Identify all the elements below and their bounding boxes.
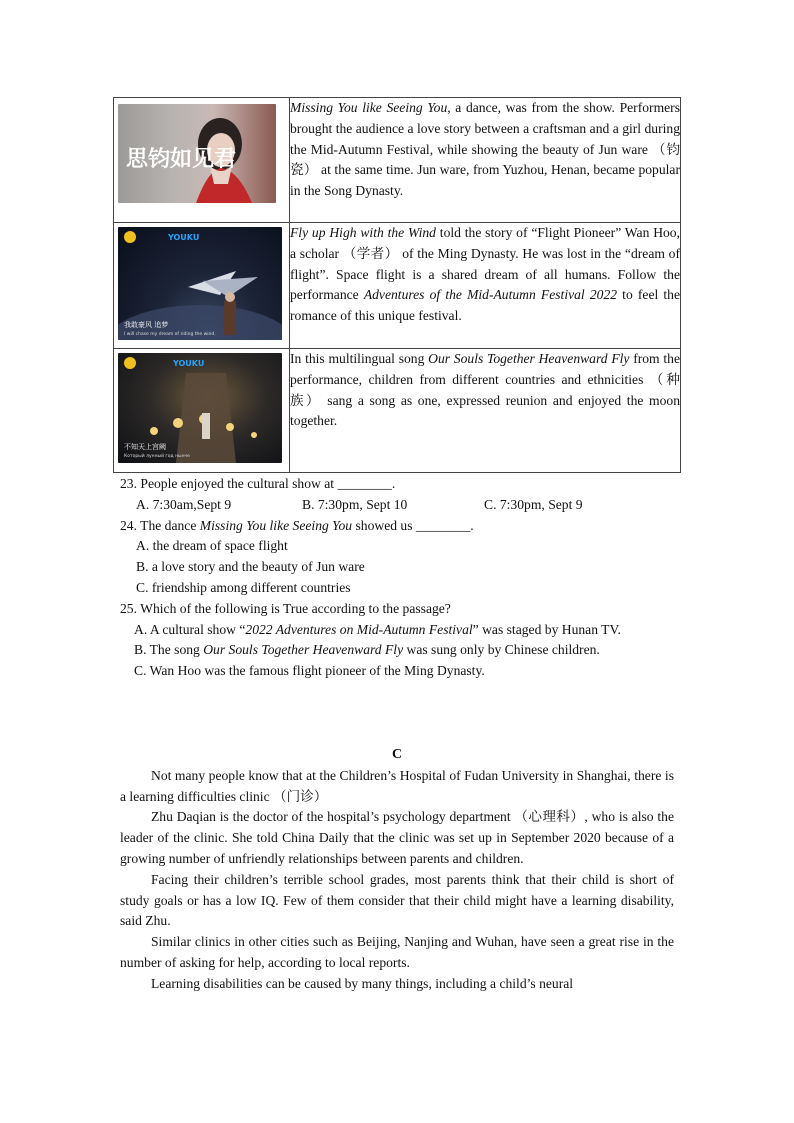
song-photo-subcaption: Который лунный год нынче xyxy=(124,454,190,459)
dance-performer-photo xyxy=(118,104,276,203)
row-description xyxy=(290,223,680,327)
question-23 xyxy=(120,474,674,495)
question-25 xyxy=(120,599,674,620)
section-c xyxy=(120,745,674,995)
option-a: A. 7:30am,Sept 9 xyxy=(136,496,232,512)
text-run: ” was staged by Hunan TV. xyxy=(472,621,621,637)
text-run: C. friendship among different countries xyxy=(136,579,351,595)
paragraph: Facing their children’s terrible school grades, most parents think that their child is short of study goals or has a low IQ. Few of them consider that their child might have a learning disability, said Zhu. xyxy=(120,871,674,929)
text-run: B. a love story and the beauty of Jun ware xyxy=(136,559,365,575)
option-a xyxy=(120,536,674,557)
title-text: Our Souls Together Heavenward Fly xyxy=(428,351,630,366)
title-text: Adventures of the Mid-Autumn Festival 2022 xyxy=(363,287,618,303)
section-heading: C xyxy=(391,747,403,762)
flight-photo-caption: 我敢豪风 追梦 xyxy=(124,321,169,329)
paragraph: Learning disabilities can be caused by many things, including a child’s neural xyxy=(151,975,574,991)
paragraph: Similar clinics in other cities such as Beijing, Nanjing and Wuhan, have seen a great rise in the number of asking for help, according to local reports. xyxy=(120,934,674,970)
option-a xyxy=(120,620,674,641)
text-run: , a dance, was from the show. Performers brought the audience a love story between a craftsman and a girl during the Mid-Autumn Festival, while showing the beauty of Jun ware （钧瓷） at the same time. Jun ware, from Yuzhou, Henan, became popular in the Song Dynasty. xyxy=(290,100,680,199)
song-photo-art xyxy=(118,353,282,463)
text-run: C. Wan Hoo was the famous flight pioneer of the Ming Dynasty. xyxy=(134,663,485,679)
paragraph: Not many people know that at the Children’s Hospital of Fudan University in Shanghai, there is a learning difficulties clinic （门诊） xyxy=(120,767,674,804)
option-b: B. 7:30pm, Sept 10 xyxy=(302,496,408,512)
song-photo-caption: 不知天上宫阙 xyxy=(124,443,166,451)
title-text: Missing You like Seeing You xyxy=(290,100,448,115)
dance-photo-art xyxy=(118,104,276,203)
text-run: told the story of “Flight Pioneer” Wan Hoo, a scholar （学者） of the Ming Dynasty. He was lost in the “dream of flight”. Space flight is a shared dream of all humans. Follow the performance xyxy=(290,225,680,303)
flight-photo-art xyxy=(118,227,282,340)
text-run: In this multilingual song xyxy=(290,351,429,366)
title-text: Fly up High with the Wind xyxy=(290,225,436,240)
paragraph: Zhu Daqian is the doctor of the hospital’s psychology department （心理科）, who is also the leader of the clinic. She told China Daily that the clinic was set up in September 2020 because of a growing number of unfriendly relationships between parents and children. xyxy=(120,809,674,866)
song-stage-photo xyxy=(118,353,282,463)
question-24 xyxy=(120,516,674,537)
text-cell xyxy=(290,349,681,473)
title-text: Missing You like Seeing You xyxy=(199,517,353,533)
flight-stage-photo xyxy=(118,227,282,340)
text-run: was sung only by Chinese children. xyxy=(403,642,600,658)
youku-logo: YOUKU xyxy=(173,359,205,368)
question-23-options xyxy=(120,495,674,516)
dance-photo-caption: 思钧如见君 xyxy=(126,146,237,172)
text-cell xyxy=(290,98,681,223)
option-c xyxy=(120,578,674,599)
text-cell xyxy=(290,223,681,349)
text-run: to feel the romance of this unique festival. xyxy=(290,287,681,324)
text-run: showed us ________. xyxy=(352,517,474,533)
title-text: Our Souls Together Heavenward Fly xyxy=(203,642,404,658)
text-run: from the performance, children from different countries and ethnicities （种族） sang a song as one, expressed reunion and enjoyed the moon together. xyxy=(290,351,680,429)
text-run: A. the dream of space flight xyxy=(136,538,288,554)
text-run: 25. Which of the following is True according to the passage? xyxy=(120,600,451,616)
option-c: C. 7:30pm, Sept 9 xyxy=(484,496,583,512)
title-text: 2022 Adventures on Mid-Autumn Festival xyxy=(245,621,473,637)
option-b xyxy=(120,640,674,661)
text-run: B. The song xyxy=(134,642,204,658)
flight-photo-subcaption: I will chase my dream of riding the wind. xyxy=(124,332,216,337)
option-b xyxy=(120,557,674,578)
text-run: 23. People enjoyed the cultural show at ________. xyxy=(120,476,396,491)
text-run: 24. The dance xyxy=(120,517,200,533)
row-description xyxy=(290,349,680,432)
text-run: A. A cultural show “ xyxy=(134,621,246,637)
option-c xyxy=(120,661,674,682)
row-description xyxy=(290,98,680,202)
questions-block xyxy=(120,474,674,682)
youku-logo: YOUKU xyxy=(168,233,200,242)
